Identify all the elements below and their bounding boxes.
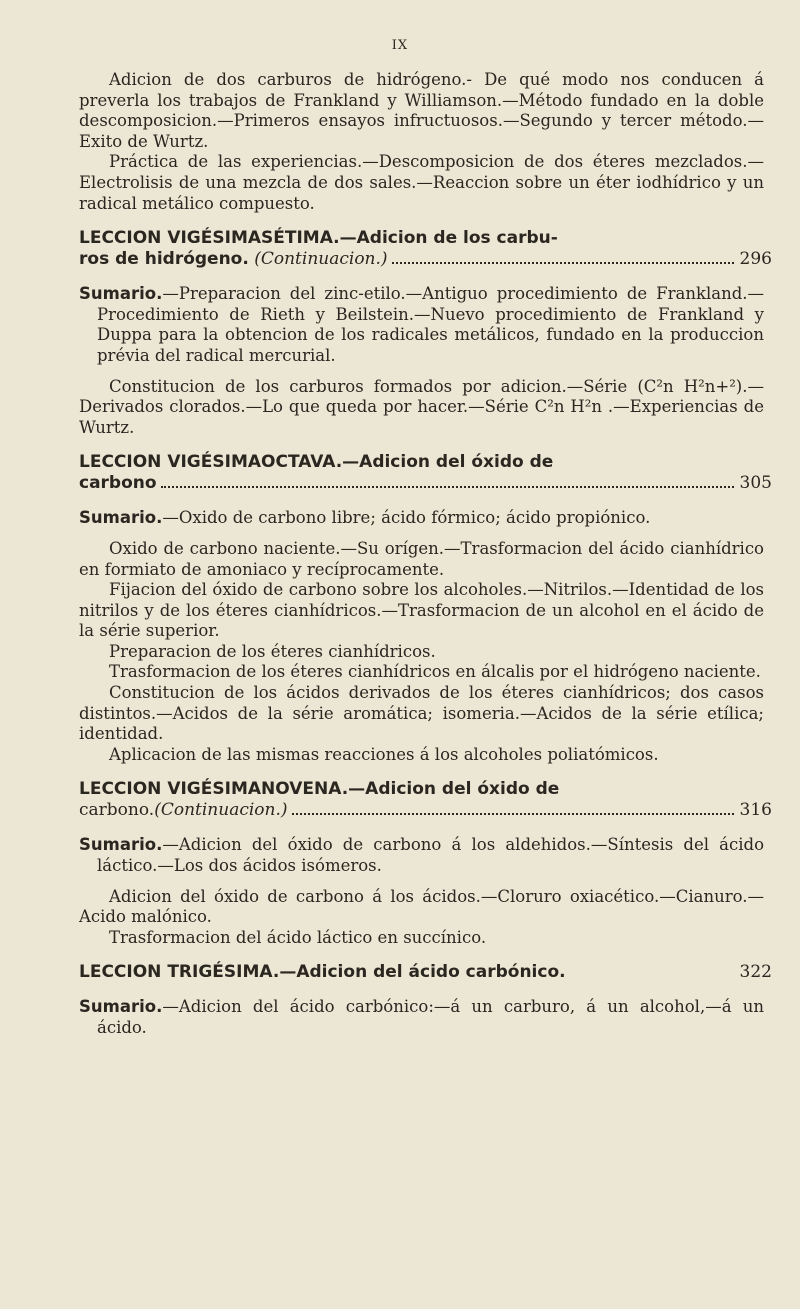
sumario-label: Sumario.	[79, 508, 163, 528]
lesson-note: (Continuacion.)	[254, 249, 388, 270]
sumario-text: —Adicion del ácido carbónico:—á un carburo, á un alcohol,—á un ácido.	[97, 997, 764, 1037]
lesson-subject-cont: ros de hidrógeno.	[79, 249, 249, 270]
summary-paragraph: Oxido de carbono naciente.—Su orígen.—Trasformacion del ácido cianhídrico en formiato de amoniaco y recíprocamente.	[79, 538, 764, 579]
lesson-title: LECCION VIGÉSIMANOVENA.	[79, 779, 349, 800]
lesson-summary	[79, 997, 764, 1038]
summary-paragraph: Aplicacion de las mismas reacciones á los alcoholes poliatómicos.	[109, 744, 659, 764]
lesson-note: (Continuacion.)	[154, 800, 288, 821]
sumario-text: —Oxido de carbono libre; ácido fórmico; ácido propiónico.	[162, 508, 651, 528]
summary-paragraph: Constitucion de los ácidos derivados de los éteres cianhídricos; dos casos distintos.—Acidos de la série aromática; isomeria.—Acidos de la série etílica; identidad.	[79, 683, 764, 744]
sumario-label: Sumario.	[79, 284, 163, 304]
lesson-page-number: 322	[739, 962, 772, 983]
sumario-text: —Adicion del óxido de carbono á los aldehidos.—Síntesis del ácido láctico.—Los dos ácidos isómeros.	[97, 835, 764, 876]
lesson-subject: —Adicion del ácido carbónico.	[279, 962, 566, 983]
lesson-subject-cont: carbono.	[79, 800, 155, 821]
lesson-summary	[79, 835, 764, 948]
lesson-summary	[79, 508, 764, 765]
lesson-subject: —Adicion del óxido de	[342, 452, 554, 473]
lesson-heading	[79, 228, 772, 270]
intro-paragraph: Práctica de las experiencias.—Descomposicion de dos éteres mezclados.—Electrolisis de una mezcla de dos sales.—Reaccion sobre un éter iodhídrico y un radical metálico compuesto.	[79, 152, 764, 213]
intro-section	[79, 70, 764, 214]
summary-paragraph: Trasformacion de los éteres cianhídricos en álcalis por el hidrógeno naciente.	[109, 662, 761, 682]
summary-paragraph: Adicion del óxido de carbono á los ácidos.—Cloruro oxiacético.—Cianuro.—Acido malónico.	[79, 886, 764, 927]
lesson-page-number: 305	[739, 473, 772, 494]
summary-paragraph: Constitucion de los carburos formados por adicion.—Série (C²n H²n+²).—Derivados clorados.—Lo que queda por hacer.—Série C²n H²n .—Experiencias de Wurtz.	[79, 376, 764, 437]
lesson-summary	[79, 284, 764, 438]
lesson-heading	[79, 452, 772, 494]
lesson-subject: —Adicion de los carbu-	[339, 228, 558, 249]
dot-leader	[392, 262, 734, 264]
lesson-page-number: 316	[739, 800, 772, 821]
page-number: IX	[391, 38, 409, 53]
dot-leader	[292, 813, 734, 815]
sumario-text: —Preparacion del zinc-etilo.—Antiguo procedimiento de Frankland.—Procedimiento de Rieth y Beilstein.—Nuevo procedimiento de Frankland y Duppa para la obtencion de los radicales metálicos, fundado en la produccion prévia del radical mercurial.	[97, 284, 764, 365]
intro-paragraph: Adicion de dos carburos de hidrógeno.- De qué modo nos conducen á preverla los trabajos de Frankland y Williamson.—Método fundado en la doble descomposicion.—Primeros ensayos infructuosos.—Segundo y tercer método.—Exito de Wurtz.	[79, 70, 764, 151]
summary-paragraph: Fijacion del óxido de carbono sobre los alcoholes.—Nitrilos.—Identidad de los nitrilos y de los éteres cianhídricos.—Trasformacion de un alcohol en el ácido de la série superior.	[79, 580, 764, 641]
summary-paragraph: Preparacion de los éteres cianhídricos.	[109, 641, 436, 661]
dot-leader	[161, 486, 734, 488]
lesson-title: LECCION VIGÉSIMAOCTAVA.	[79, 452, 343, 473]
lesson-subject-cont: carbono	[79, 473, 157, 494]
lesson-title: LECCION VIGÉSIMASÉTIMA.	[79, 228, 340, 249]
sumario-label: Sumario.	[79, 835, 163, 855]
lesson-title: LECCION TRIGÉSIMA.	[79, 962, 280, 983]
sumario-label: Sumario.	[79, 997, 163, 1017]
lesson-page-number: 296	[739, 249, 772, 270]
lesson-heading	[79, 962, 772, 983]
summary-paragraph: Trasformacion del ácido láctico en succínico.	[109, 927, 487, 947]
lesson-subject: —Adicion del óxido de	[348, 779, 560, 800]
lesson-heading	[79, 779, 772, 821]
